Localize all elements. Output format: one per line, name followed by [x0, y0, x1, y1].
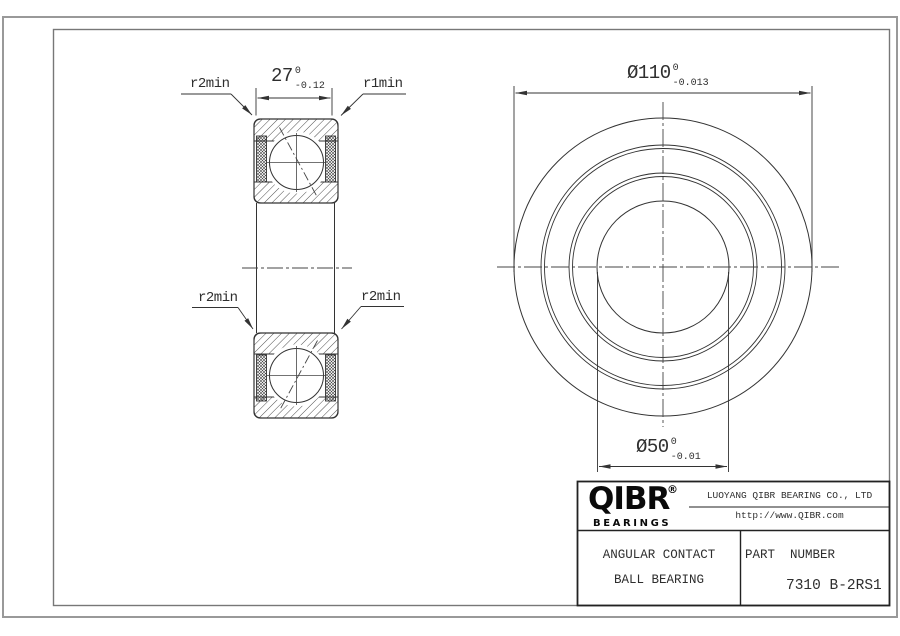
width-dimension	[256, 88, 332, 116]
od-tol-upper: 0	[672, 63, 679, 74]
qibr-logo: QIBR	[588, 481, 670, 517]
company-name: LUOYANG QIBR BEARING CO., LTD	[706, 490, 873, 501]
cross-section-bottom	[254, 333, 338, 418]
width-value: 27	[271, 65, 293, 87]
label-r2min-top-left: r2min	[190, 76, 230, 92]
product-type-line1: ANGULAR CONTACT	[602, 548, 716, 562]
company-website: http://www.QIBR.com	[735, 510, 844, 521]
border-frame	[3, 17, 897, 617]
registered-mark: ®	[667, 483, 678, 496]
bore-diameter-text	[636, 438, 701, 463]
width-tol-lower: -0.12	[294, 81, 325, 92]
bore-value: Ø50	[636, 436, 669, 458]
bore-tol-upper: 0	[670, 437, 677, 448]
bearing-cross-section-view	[181, 88, 406, 418]
width-tol-upper: 0	[294, 66, 301, 77]
part-number-label: PART NUMBER	[745, 548, 836, 562]
label-r1min-top-right: r1min	[363, 76, 403, 92]
bearing-front-view	[497, 86, 842, 472]
bore-tol-lower: -0.01	[670, 452, 701, 463]
width-dimension-text	[271, 67, 325, 92]
product-type-line2: BALL BEARING	[613, 573, 704, 587]
part-number-value: 7310 B-2RS1	[786, 578, 882, 594]
od-tol-lower: -0.013	[672, 78, 709, 89]
od-value: Ø110	[627, 62, 671, 84]
label-r2min-bottom-left: r2min	[198, 290, 238, 306]
outer-diameter-text	[627, 64, 709, 89]
label-r2min-bottom-right: r2min	[361, 289, 401, 305]
qibr-logo-subtitle: BEARINGS	[593, 518, 672, 529]
cross-section-top	[254, 119, 338, 203]
